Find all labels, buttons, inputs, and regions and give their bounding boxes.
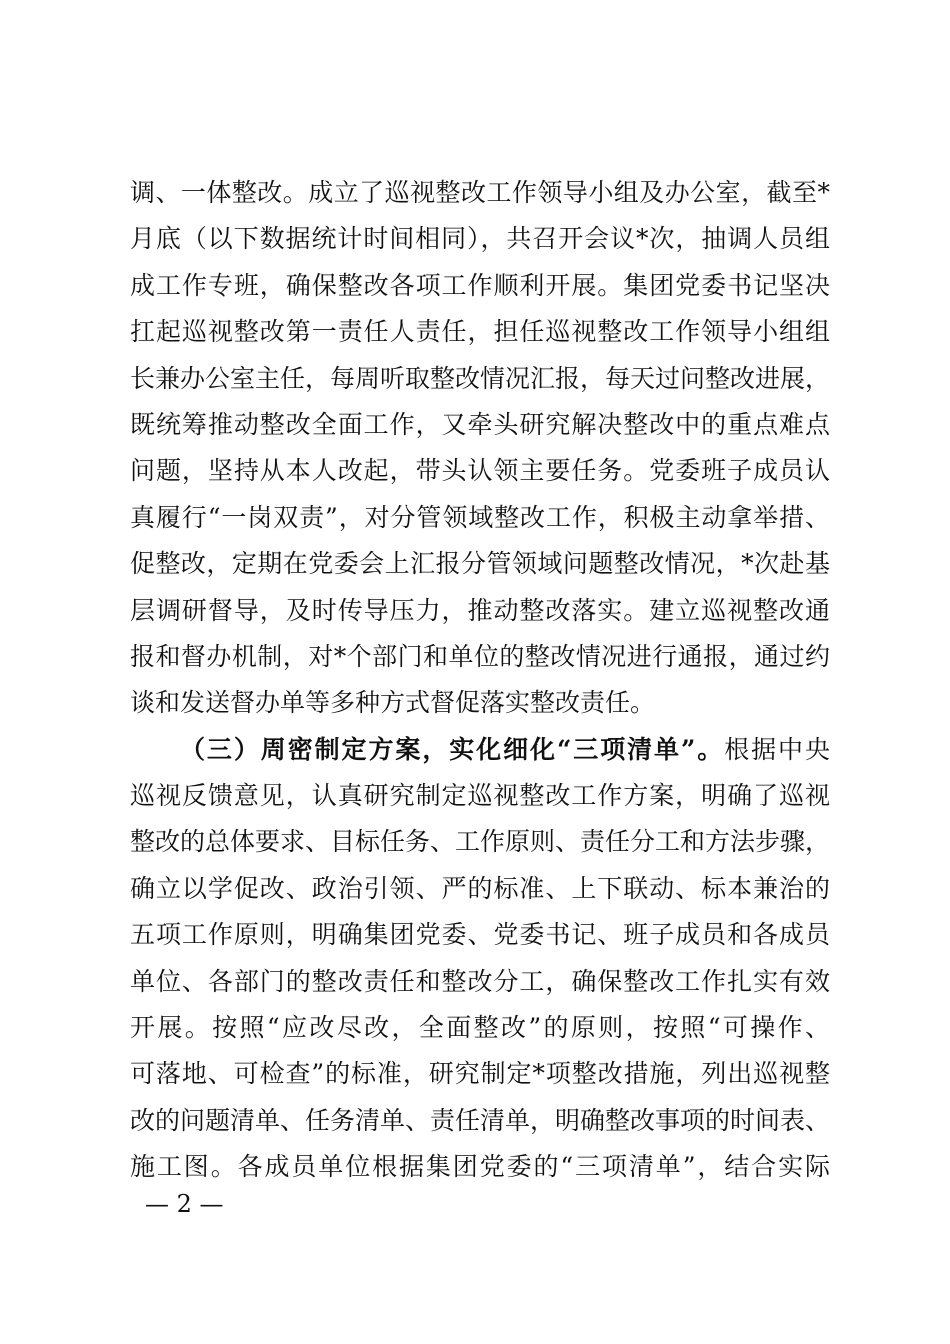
text-line: 谈和发送督办单等多种方式督促落实整改责任。 bbox=[130, 688, 656, 718]
text-line: 月底（以下数据统计时间相同），共召开会议*次，抽调人员组 bbox=[130, 224, 830, 254]
page-number: — 2 — bbox=[145, 1190, 224, 1218]
text-line: 层调研督导，及时传导压力，推动整改落实。建立巡视整改通 bbox=[130, 595, 830, 625]
text-line: 长兼办公室主任，每周听取整改情况汇报，每天过问整改进展， bbox=[130, 363, 831, 393]
text-line: 巡视反馈意见，认真研究制定巡视整改工作方案，明确了巡视 bbox=[130, 781, 830, 811]
text-line: 报和督办机制，对*个部门和单位的整改情况进行通报，通过约 bbox=[130, 641, 830, 671]
paragraph-2 bbox=[130, 727, 830, 1191]
text-line: 确立以学促改、政治引领、严的标准、上下联动、标本兼治的 bbox=[130, 873, 830, 903]
paragraph-2-first-line bbox=[130, 727, 830, 773]
text-line: 真履行“一岗双责”，对分管领域整改工作，积极主动拿举措、 bbox=[130, 502, 830, 532]
section-heading: （三）周密制定方案，实化细化“三项清单”。 bbox=[180, 734, 725, 764]
text-line: 成工作专班，确保整改各项工作顺利开展。集团党委书记坚决 bbox=[130, 270, 830, 300]
text-line: 问题，坚持从本人改起，带头认领主要任务。党委班子成员认 bbox=[130, 456, 830, 486]
text-line: 单位、各部门的整改责任和整改分工，确保整改工作扎实有效 bbox=[130, 966, 830, 996]
text-line: 扛起巡视整改第一责任人责任，担任巡视整改工作领导小组组 bbox=[130, 317, 830, 347]
text-line: 促整改，定期在党委会上汇报分管领域问题整改情况，*次赴基 bbox=[130, 549, 830, 579]
body-text bbox=[130, 170, 830, 1191]
text-line: 五项工作原则，明确集团党委、党委书记、班子成员和各成员 bbox=[130, 920, 830, 950]
text-line: 改的问题清单、任务清单、责任清单，明确整改事项的时间表、 bbox=[130, 1105, 831, 1135]
text-line: 开展。按照“应改尽改，全面整改”的原则，按照“可操作、 bbox=[130, 1013, 830, 1043]
text-line: 调、一体整改。成立了巡视整改工作领导小组及办公室，截至* bbox=[130, 178, 830, 207]
paragraph-1 bbox=[130, 170, 830, 727]
text-line: 施工图。各成员单位根据集团党委的“三项清单”，结合实际 bbox=[130, 1152, 830, 1182]
text-line: 整改的总体要求、目标任务、工作原则、责任分工和方法步骤， bbox=[130, 827, 831, 857]
text-line: 既统筹推动整改全面工作，又牵头研究解决整改中的重点难点 bbox=[130, 409, 830, 439]
text-line: 可落地、可检查”的标准，研究制定*项整改措施，列出巡视整 bbox=[130, 1059, 830, 1089]
text-run: 根据中央 bbox=[724, 734, 830, 764]
